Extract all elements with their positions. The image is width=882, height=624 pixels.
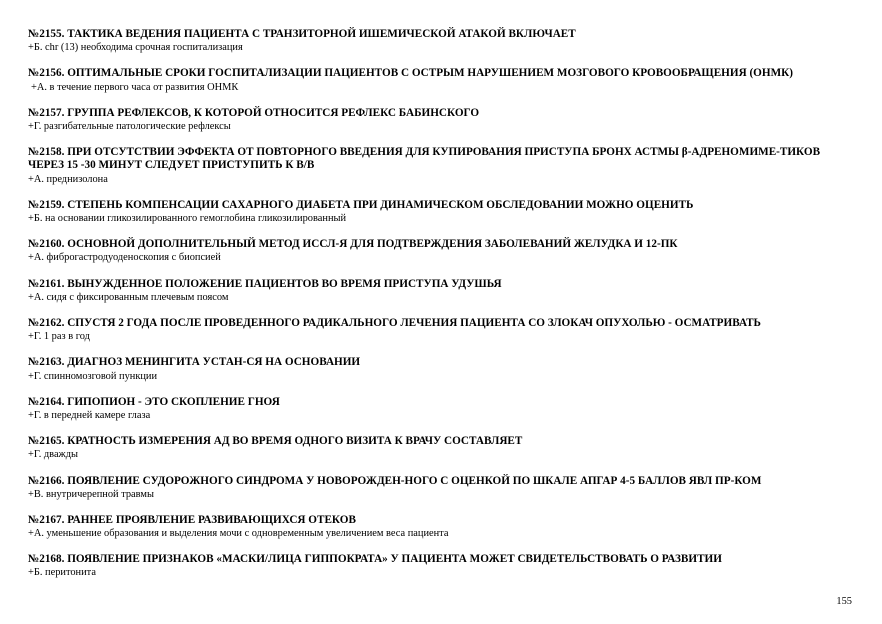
question-text: №2160. ОСНОВНОЙ ДОПОЛНИТЕЛЬНЫЙ МЕТОД ИССЛ-Я ДЛЯ ПОДТВЕРЖДЕНИЯ ЗАБОЛЕВАНИЙ ЖЕЛУДКА И 12-ПК bbox=[28, 238, 678, 251]
question-block-2168 bbox=[28, 553, 858, 579]
question-block-2156 bbox=[28, 67, 858, 93]
answer-text: +Б. chr (13) необходима срочная госпитализация bbox=[28, 42, 243, 54]
question-text: №2164. ГИПОПИОН - ЭТО СКОПЛЕНИЕ ГНОЯ bbox=[28, 395, 280, 408]
question-text: №2156. ОПТИМАЛЬНЫЕ СРОКИ ГОСПИТАЛИЗАЦИИ ПАЦИЕНТОВ С ОСТРЫМ НАРУШЕНИЕМ МОЗГОВОГО КРОВООБРАЩЕНИЯ (ОНМК) bbox=[28, 67, 793, 80]
question-block-2159 bbox=[28, 199, 858, 225]
question-block-2161 bbox=[28, 278, 858, 304]
page-number: 155 bbox=[836, 596, 852, 607]
question-block-2158 bbox=[28, 146, 858, 185]
question-block-2164 bbox=[28, 396, 858, 422]
answer-text: +Г. дважды bbox=[28, 449, 79, 461]
answer-text: +В. внутричерепной травмы bbox=[28, 488, 154, 500]
answer-text: +Г. 1 раз в год bbox=[28, 331, 90, 343]
question-text: №2165. КРАТНОСТЬ ИЗМЕРЕНИЯ АД ВО ВРЕМЯ ОДНОГО ВИЗИТА К ВРАЧУ СОСТАВЛЯЕТ bbox=[28, 435, 523, 448]
question-block-2163 bbox=[28, 356, 858, 382]
question-block-2166 bbox=[28, 475, 858, 501]
question-text: №2159. СТЕПЕНЬ КОМПЕНСАЦИИ САХАРНОГО ДИАБЕТА ПРИ ДИНАМИЧЕСКОМ ОБСЛЕДОВАНИИ МОЖНО ОЦЕНИТЬ bbox=[28, 198, 694, 211]
answer-text: +Г. в передней камере глаза bbox=[28, 409, 151, 421]
answer-text: +Б. перитонита bbox=[28, 567, 96, 579]
question-text: №2155. ТАКТИКА ВЕДЕНИЯ ПАЦИЕНТА С ТРАНЗИТОРНОЙ ИШЕМИЧЕСКОЙ АТАКОЙ ВКЛЮЧАЕТ bbox=[28, 28, 576, 40]
question-block-2162 bbox=[28, 317, 858, 343]
answer-text: +Г. разгибательные патологические рефлексы bbox=[28, 120, 231, 132]
answer-text: +А. уменьшение образования и выделения мочи с одновременным увеличением веса пациента bbox=[28, 528, 449, 540]
question-text: №2161. ВЫНУЖДЕННОЕ ПОЛОЖЕНИЕ ПАЦИЕНТОВ ВО ВРЕМЯ ПРИСТУПА УДУШЬЯ bbox=[28, 277, 502, 290]
question-text: №2166. ПОЯВЛЕНИЕ СУДОРОЖНОГО СИНДРОМА У НОВОРОЖДЕН-НОГО С ОЦЕНКОЙ ПО ШКАЛЕ АПГАР 4-5 БАЛЛОВ ЯВЛ ПР-КОМ bbox=[28, 474, 762, 487]
question-block-2155 bbox=[28, 28, 858, 54]
question-text: №2168. ПОЯВЛЕНИЕ ПРИЗНАКОВ «МАСКИ/ЛИЦА ГИППОКРАТА» У ПАЦИЕНТА МОЖЕТ СВИДЕТЕЛЬСТВОВАТЬ О РАЗВИТИИ bbox=[28, 553, 722, 566]
answer-text: +Б. на основании гликозилированного гемоглобина гликозилированный bbox=[28, 212, 347, 224]
question-text: №2157. ГРУППА РЕФЛЕКСОВ, К КОТОРОЙ ОТНОСИТСЯ РЕФЛЕКС БАБИНСКОГО bbox=[28, 106, 480, 119]
answer-text: +А. фиброгастродуоденоскопия с биопсией bbox=[28, 252, 221, 264]
question-list bbox=[28, 28, 858, 593]
question-text: №2158. ПРИ ОТСУТСТВИИ ЭФФЕКТА ОТ ПОВТОРНОГО ВВЕДЕНИЯ ДЛЯ КУПИРОВАНИЯ ПРИСТУПА БРОНХ АСТМЫ β-АДРЕНОМИМЕ-ТИКОВ ЧЕРЕЗ 15 -30 МИНУТ СЛЕДУЕТ ПРИСТУПИТЬ К В/В bbox=[28, 146, 821, 172]
question-block-2165 bbox=[28, 435, 858, 461]
question-text: №2163. ДИАГНОЗ МЕНИНГИТА УСТАН-СЯ НА ОСНОВАНИИ bbox=[28, 356, 361, 369]
answer-text: +А. преднизолона bbox=[28, 173, 108, 185]
question-block-2157 bbox=[28, 107, 858, 133]
question-block-2167 bbox=[28, 514, 858, 540]
answer-text: +А. сидя с фиксированным плечевым поясом bbox=[28, 291, 229, 303]
question-text: №2167. РАННЕЕ ПРОЯВЛЕНИЕ РАЗВИВАЮЩИХСЯ ОТЕКОВ bbox=[28, 513, 356, 526]
answer-text: +А. в течение первого часа от развития ОНМК bbox=[31, 81, 239, 93]
question-text: №2162. СПУСТЯ 2 ГОДА ПОСЛЕ ПРОВЕДЕННОГО РАДИКАЛЬНОГО ЛЕЧЕНИЯ ПАЦИЕНТА СО ЗЛОКАЧ ОПУХОЛЬЮ - ОСМАТРИВАТЬ bbox=[28, 316, 761, 329]
answer-text: +Г. спинномозговой пункции bbox=[28, 370, 158, 382]
question-block-2160 bbox=[28, 238, 858, 264]
